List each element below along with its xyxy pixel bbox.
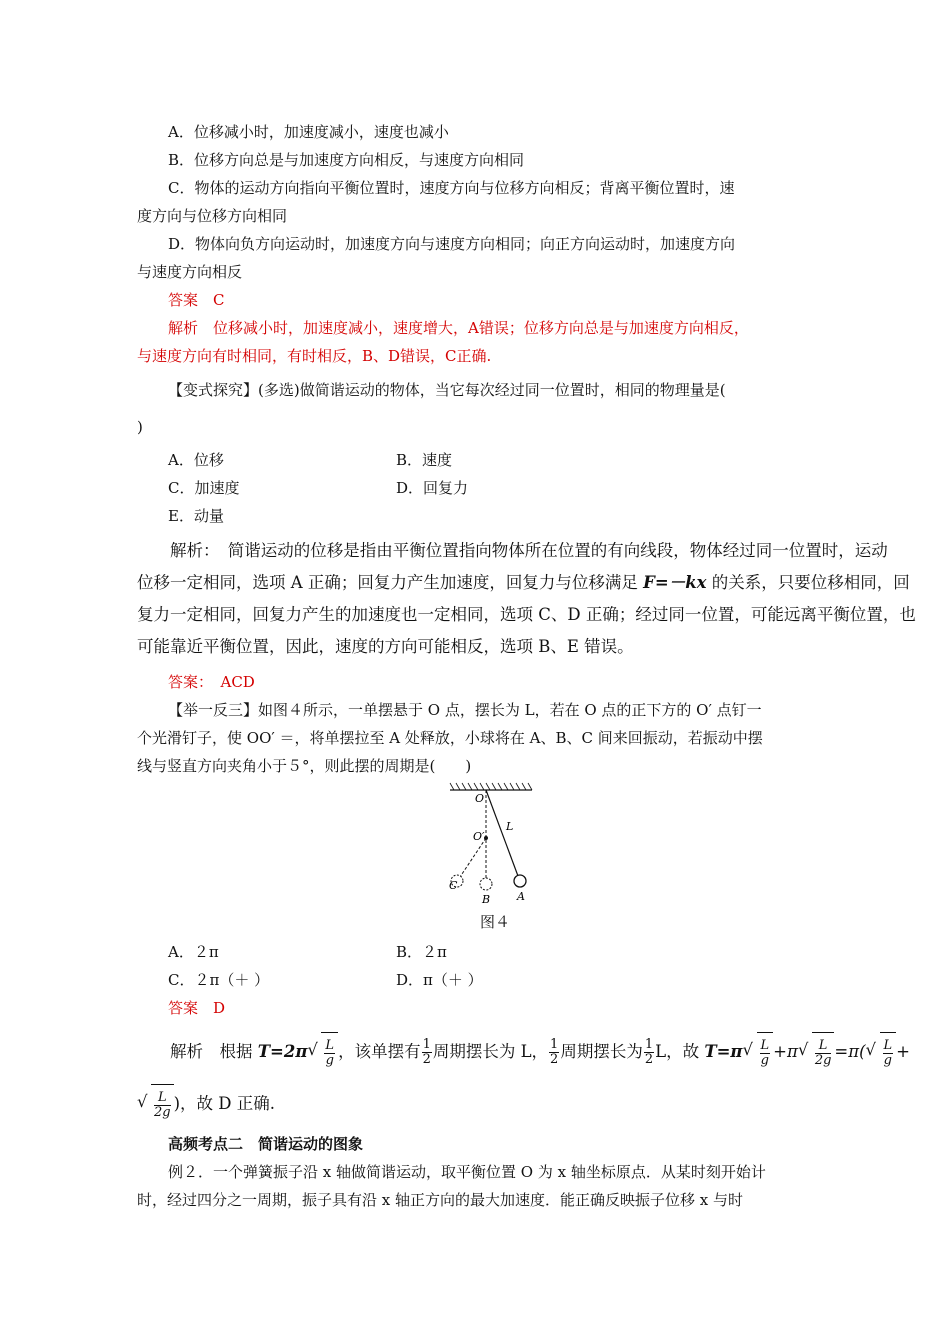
- example-analysis-line1: [170, 1032, 910, 1072]
- variant-analysis-text-c: 的关系，只要位移相同，回: [706, 573, 910, 592]
- variant-analysis-text-a: 位移一定相同，选项 A 正确；回复力产生加速度，回复力与位移满足: [137, 573, 644, 592]
- section-example-line2: 时，经过四分之一周期，振子具有沿 x 轴正方向的最大加速度．能正确反映振子位移 x 与时: [137, 1191, 743, 1209]
- q1-analysis-line2: 与速度方向有时相同，有时相反，B、D错误，C正确.: [137, 347, 492, 365]
- variant-analysis-line3: 复力一定相同，回复力产生的加速度也一定相同，选项 C、D 正确；经过同一位置，可能远离平衡位置，也: [137, 605, 916, 624]
- variant-option-d: D．回复力: [396, 479, 469, 497]
- example-answer: 答案 D: [168, 999, 226, 1017]
- variant-analysis-line4: 可能靠近平衡位置，因此，速度的方向可能相反，选项 B、E 错误。: [137, 637, 634, 656]
- example-option-d: D．π（＋ ）: [396, 971, 483, 989]
- pendulum-string-c: [460, 838, 486, 877]
- example-option-b: B．２π: [396, 943, 447, 961]
- pendulum-string-a: [486, 790, 518, 876]
- section-heading: 高频考点二 简谐运动的图象: [168, 1135, 364, 1153]
- variant-option-c: C．加速度: [168, 479, 240, 497]
- label-o-prime: O′: [473, 830, 485, 843]
- sqrt-l-over-g-1: √ $\frac{L}{g}$: [307, 1032, 338, 1073]
- sqrt-l-over-g-3: √ $\frac{L}{g}$: [866, 1032, 897, 1073]
- fraction-half-3: $\frac{1}{2}$: [644, 1037, 654, 1067]
- label-b: B: [482, 893, 491, 906]
- q1-option-d-line1: D．物体向负方向运动时，加速度方向与速度方向相同；向正方向运动时，加速度方向: [168, 235, 736, 253]
- variant-analysis-line1: 解析： 简谐运动的位移是指由平衡位置指向物体所在位置的有向线段，物体经过同一位置时，运动: [170, 541, 888, 560]
- q1-option-c-line1: C．物体的运动方向指向平衡位置时，速度方向与位移方向相反；背离平衡位置时，速: [168, 179, 735, 197]
- q1-analysis-line1: 解析 位移减小时，加速度减小，速度增大，A错误；位移方向总是与加速度方向相反，: [168, 319, 749, 337]
- sqrt-l-over-2g-1: √ $\frac{L}{2g}$: [798, 1032, 835, 1073]
- q1-option-a: A．位移减小时，加速度减小，速度也减小: [168, 123, 449, 141]
- variant-option-a: A．位移: [168, 451, 224, 469]
- q1-option-d-line2: 与速度方向相反: [137, 263, 243, 281]
- formula-t1: T=2π: [257, 1042, 308, 1061]
- variant-option-b: B．速度: [396, 451, 453, 469]
- fraction-half-1: $\frac{1}{2}$: [422, 1037, 431, 1067]
- variant-stem-line2: ): [137, 418, 143, 436]
- q1-option-c-line2: 度方向与位移方向相同: [137, 207, 288, 225]
- pendulum-figure: [440, 782, 540, 912]
- formula-eq-pi: =π(: [834, 1042, 866, 1061]
- section-example-line1: 例２．一个弹簧振子沿 x 轴做简谐运动，取平衡位置 O 为 x 轴坐标原点．从某时刻开始计: [168, 1163, 766, 1181]
- analysis-tail: )，故 D 正确.: [173, 1094, 275, 1113]
- sqrt-l-over-2g-2: √ $\frac{L}{2g}$: [137, 1084, 174, 1125]
- example-stem-line1: 【举一反三】如图４所示，一单摆悬于 O 点，摆长为 L，若在 O 点的正下方的 O′ 点钉一: [168, 701, 762, 719]
- label-a: A: [517, 890, 525, 903]
- ball-b: [480, 878, 492, 890]
- analysis-lead: 解析 根据: [170, 1042, 258, 1061]
- example-option-a: A．２π: [168, 943, 219, 961]
- variant-answer: 答案： ACD: [168, 673, 255, 691]
- ball-a: [514, 875, 526, 887]
- analysis-text-2: 周期摆长为 L，: [432, 1042, 549, 1061]
- variant-stem-line1: 【变式探究】(多选)做简谐运动的物体，当它每次经过同一位置时，相同的物理量是(: [168, 381, 726, 399]
- q1-answer: 答案 C: [168, 291, 225, 309]
- analysis-text-3: 周期摆长为: [560, 1042, 643, 1061]
- sqrt-l-over-g-2: √ $\frac{L}{g}$: [743, 1032, 774, 1073]
- q1-option-b: B．位移方向总是与加速度方向相反，与速度方向相同: [168, 151, 525, 169]
- label-o: O: [475, 792, 485, 805]
- formula-plus-pi: +π: [773, 1042, 798, 1061]
- variant-analysis-line2: [137, 572, 910, 594]
- label-l: L: [506, 820, 514, 833]
- example-option-c: C．２π（＋ ）: [168, 971, 270, 989]
- analysis-text-4: L，故: [655, 1042, 705, 1061]
- variant-option-e: E．动量: [168, 507, 224, 525]
- nail-point: [484, 836, 488, 840]
- example-analysis-line2: [137, 1084, 275, 1124]
- analysis-text-1: ，该单摆有: [338, 1042, 421, 1061]
- label-c: C: [449, 879, 458, 892]
- formula-t2: T=π: [704, 1042, 743, 1061]
- formula-plus: +: [896, 1042, 910, 1061]
- formula-restoring-force: F=－kx: [643, 573, 707, 592]
- fraction-half-2: $\frac{1}{2}$: [550, 1037, 559, 1067]
- example-stem-line3: 线与竖直方向夹角小于５°，则此摆的周期是( ): [137, 757, 472, 775]
- figure-caption: 图４: [480, 913, 511, 931]
- example-stem-line2: 个光滑钉子，使 OO′ ＝，将单摆拉至 A 处释放，小球将在 A、B、C 间来回振动，若振动中摆: [137, 729, 763, 747]
